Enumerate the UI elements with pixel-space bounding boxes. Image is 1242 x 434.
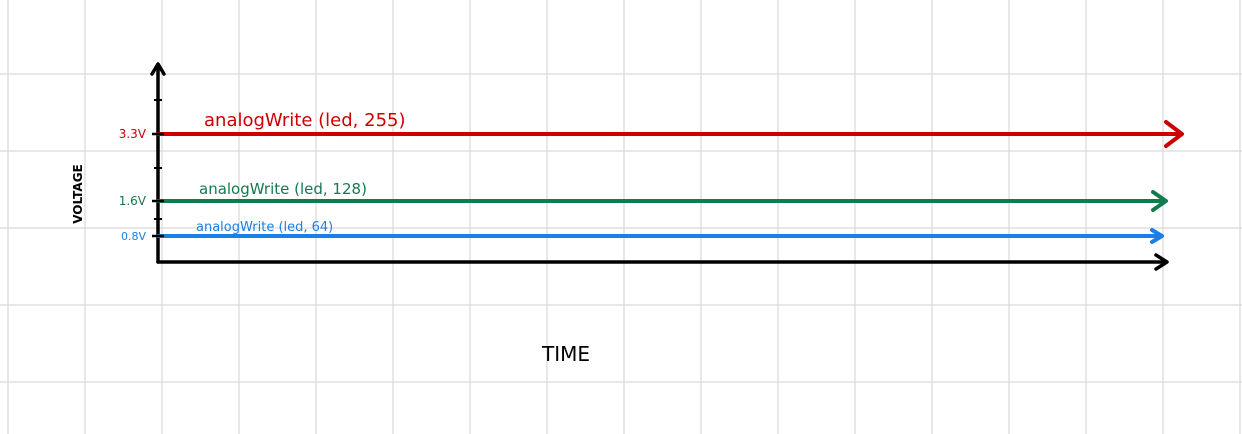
y-tick-label: 1.6V (118, 194, 146, 208)
series-label: analogWrite (led, 64) (196, 220, 334, 235)
x-axis-label: TIME (541, 342, 591, 366)
series-group (119, 110, 1182, 243)
y-tick-label: 3.3V (118, 127, 146, 141)
y-axis-label: VOLTAGE (71, 164, 85, 224)
series-label: analogWrite (led, 255) (204, 110, 406, 131)
series-label: analogWrite (led, 128) (199, 180, 367, 198)
y-tick-label: 0.8V (120, 230, 146, 243)
